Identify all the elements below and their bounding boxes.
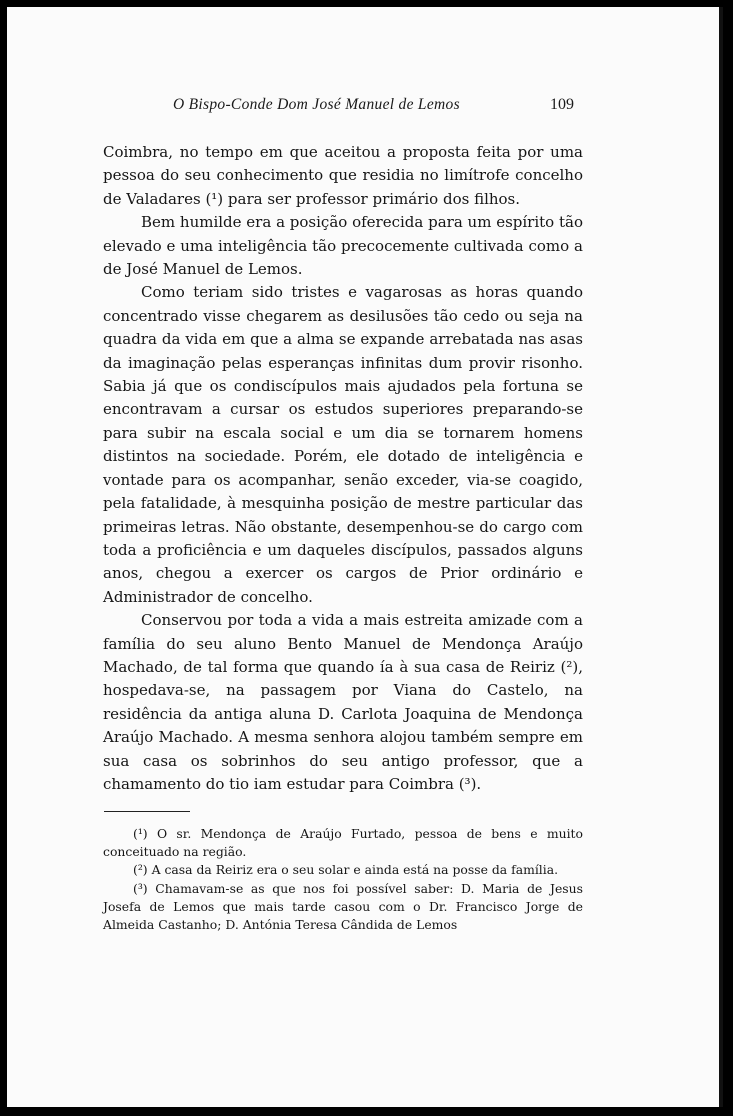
footnote: (³) Chamavam-se as que nos foi possível saber: D. Maria de Jesus Josefa de Lemos que mais tarde casou com o Dr. Francisco Jorge de Almeida Castanho; D. Antónia Teresa Cândida de Lemos (103, 880, 583, 933)
page-number: 109 (550, 96, 574, 113)
page-header (7, 96, 719, 118)
footnotes (103, 825, 583, 934)
paragraph: Coimbra, no tempo em que aceitou a proposta feita por uma pessoa do seu conhecimento que residia no limítrofe concelho de Valadares (¹) para ser professor primário dos filhos. (103, 143, 583, 208)
paragraph: Conservou por toda a vida a mais estreita amizade com a família do seu aluno Bento Manuel de Mendonça Araújo Machado, de tal forma que quando ía à sua casa de Reiriz (²), hospedava-se, na passagem por Viana do Castelo, na residência da antiga aluna D. Carlota Joaquina de Mendonça Araújo Machado. A mesma senhora alojou também sempre em sua casa os sobrinhos do seu antigo professor, que a chamamento do tio iam estudar para Coimbra (³). (103, 611, 583, 793)
footnote: (¹) O sr. Mendonça de Araújo Furtado, pessoa de bens e muito conceituado na região. (103, 826, 583, 860)
footnote: (²) A casa da Reiriz era o seu solar e ainda está na posse da família. (133, 862, 559, 878)
body-text (103, 141, 583, 796)
paragraph: Como teriam sido tristes e vagarosas as horas quando concentrado visse chegarem as desilusões tão cedo ou seja na quadra da vida em que a alma se expande arrebatada nas asas da imaginação pelas esperanças infinitas dum provir risonho. Sabia já que os condiscípulos mais ajudados pela fortuna se encontravam a cursar os estudos superiores preparando-se para subir na escala social e um dia se tornarem homens distintos na sociedade. Porém, ele dotado de inteligência e vontade para os acompanhar, senão exceder, via-se coagido, pela fatalidade, à mesquinha posição de mestre particular das primeiras letras. Não obstante, desempenhou-se do cargo com toda a proficiência e um daqueles discípulos, passados alguns anos, chegou a exercer os cargos de Prior ordinário e Administrador de concelho. (103, 283, 583, 606)
running-title: O Bispo-Conde Dom José Manuel de Lemos (173, 96, 460, 113)
footnote-separator (104, 811, 190, 812)
book-page (7, 7, 723, 1107)
paragraph: Bem humilde era a posição oferecida para um espírito tão elevado e uma inteligência tão precocemente cultivada como a de José Manuel de Lemos. (103, 213, 583, 279)
